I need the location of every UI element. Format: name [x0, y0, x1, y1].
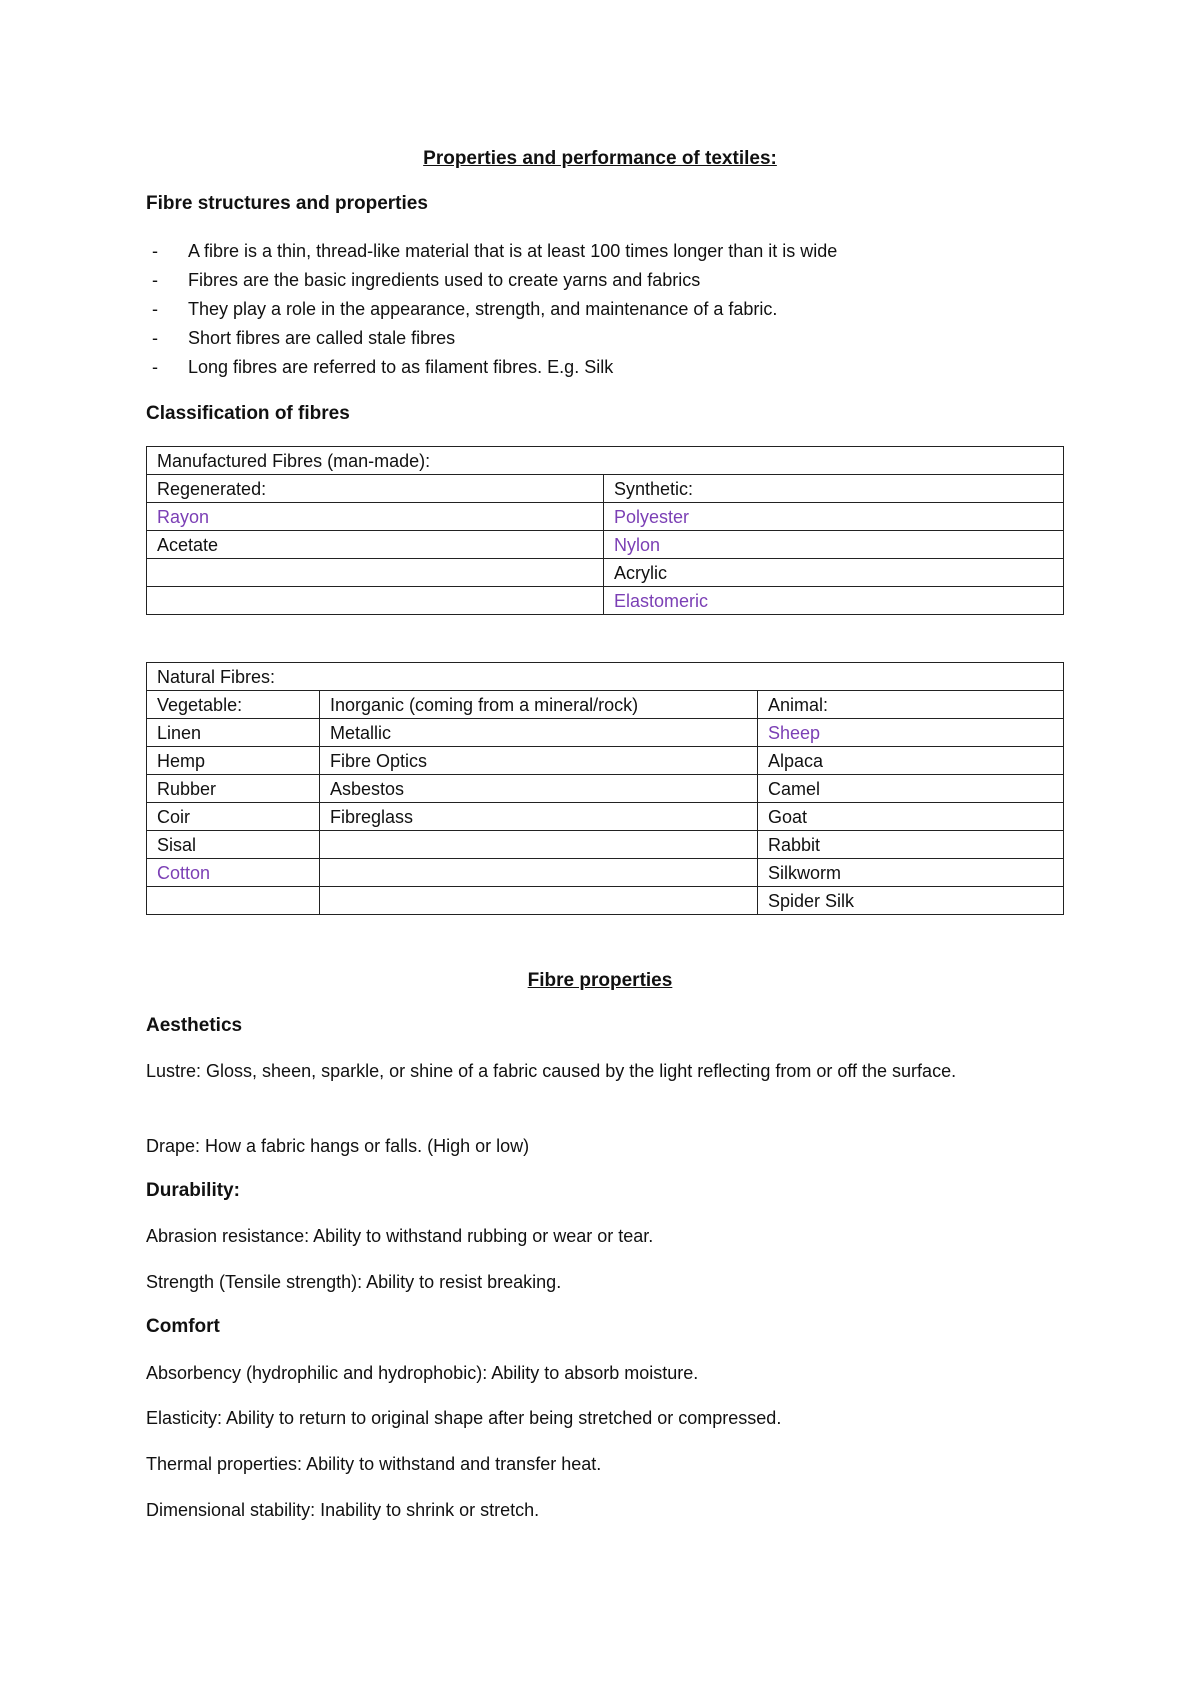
thermal-definition: Thermal properties: Ability to withstand and transfer heat.	[146, 1454, 602, 1474]
column-header-vegetable: Vegetable:	[147, 691, 320, 719]
list-item-text: They play a role in the appearance, strength, and maintenance of a fabric.	[188, 299, 778, 319]
table-cell: Asbestos	[320, 775, 758, 803]
table-cell: Camel	[758, 775, 1064, 803]
dimensional-stability-definition: Dimensional stability: Inability to shrink or stretch.	[146, 1500, 540, 1520]
table-cell	[147, 887, 320, 915]
manufactured-fibres-table	[146, 446, 1064, 615]
table-row	[147, 887, 1064, 915]
table-cell: Cotton	[147, 859, 320, 887]
drape-definition: Drape: How a fabric hangs or falls. (High or low)	[146, 1136, 530, 1156]
table-row	[147, 775, 1064, 803]
table-cell: Acetate	[147, 531, 604, 559]
table-cell	[147, 587, 604, 615]
table-row	[147, 831, 1064, 859]
table-row	[147, 475, 1064, 503]
table-row	[147, 859, 1064, 887]
table-header-cell: Natural Fibres:	[147, 663, 1064, 691]
table-cell: Elastomeric	[604, 587, 1064, 615]
column-header-animal: Animal:	[758, 691, 1064, 719]
bullet-dash: -	[152, 328, 158, 348]
classification-heading: Classification of fibres	[146, 403, 350, 424]
table-row	[147, 559, 1064, 587]
table-cell: Silkworm	[758, 859, 1064, 887]
elasticity-definition: Elasticity: Ability to return to original shape after being stretched or compressed.	[146, 1408, 782, 1428]
table-cell	[320, 831, 758, 859]
list-item	[146, 324, 837, 353]
durability-heading: Durability:	[146, 1180, 240, 1201]
fibre-structures-list	[146, 237, 837, 382]
list-item	[146, 295, 837, 324]
table-cell: Sisal	[147, 831, 320, 859]
fibre-structures-heading: Fibre structures and properties	[146, 193, 428, 214]
column-header-inorganic: Inorganic (coming from a mineral/rock)	[320, 691, 758, 719]
table-row	[147, 663, 1064, 691]
list-item	[146, 237, 837, 266]
absorbency-definition: Absorbency (hydrophilic and hydrophobic): Ability to absorb moisture.	[146, 1363, 699, 1383]
table-cell	[320, 887, 758, 915]
column-header-regenerated: Regenerated:	[147, 475, 604, 503]
list-item-text: Fibres are the basic ingredients used to create yarns and fabrics	[188, 270, 701, 290]
table-cell: Alpaca	[758, 747, 1064, 775]
table-cell: Polyester	[604, 503, 1064, 531]
table-cell	[147, 559, 604, 587]
table-cell: Rayon	[147, 503, 604, 531]
table-cell	[320, 859, 758, 887]
table-row	[147, 747, 1064, 775]
table-cell: Linen	[147, 719, 320, 747]
aesthetics-heading: Aesthetics	[146, 1015, 243, 1036]
table-row	[147, 531, 1064, 559]
table-cell: Metallic	[320, 719, 758, 747]
table-cell: Coir	[147, 803, 320, 831]
table-cell: Sheep	[758, 719, 1064, 747]
bullet-dash: -	[152, 270, 158, 290]
bullet-dash: -	[152, 357, 158, 377]
table-row	[147, 587, 1064, 615]
list-item	[146, 353, 837, 382]
table-row	[147, 719, 1064, 747]
table-row	[147, 691, 1064, 719]
table-cell: Rabbit	[758, 831, 1064, 859]
bullet-dash: -	[152, 299, 158, 319]
table-cell: Spider Silk	[758, 887, 1064, 915]
list-item	[146, 266, 837, 295]
table-cell: Fibre Optics	[320, 747, 758, 775]
natural-fibres-table	[146, 662, 1064, 915]
table-cell: Rubber	[147, 775, 320, 803]
table-cell: Fibreglass	[320, 803, 758, 831]
list-item-text: Short fibres are called stale fibres	[188, 328, 456, 348]
table-row	[147, 803, 1064, 831]
table-row	[147, 503, 1064, 531]
table-cell: Hemp	[147, 747, 320, 775]
table-row	[147, 447, 1064, 475]
column-header-synthetic: Synthetic:	[604, 475, 1064, 503]
strength-definition: Strength (Tensile strength): Ability to resist breaking.	[146, 1272, 562, 1292]
list-item-text: Long fibres are referred to as filament fibres. E.g. Silk	[188, 357, 614, 377]
table-cell: Acrylic	[604, 559, 1064, 587]
table-cell: Nylon	[604, 531, 1064, 559]
fibre-properties-title: Fibre properties	[527, 970, 673, 991]
list-item-text: A fibre is a thin, thread-like material that is at least 100 times longer than it is wide	[188, 241, 838, 261]
abrasion-definition: Abrasion resistance: Ability to withstand rubbing or wear or tear.	[146, 1226, 654, 1246]
table-cell: Goat	[758, 803, 1064, 831]
comfort-heading: Comfort	[146, 1316, 220, 1337]
bullet-dash: -	[152, 241, 158, 261]
lustre-definition: Lustre: Gloss, sheen, sparkle, or shine of a fabric caused by the light reflecting from or off the surface.	[146, 1061, 957, 1081]
table-header-cell: Manufactured Fibres (man-made):	[147, 447, 1064, 475]
page-title: Properties and performance of textiles:	[423, 148, 777, 169]
